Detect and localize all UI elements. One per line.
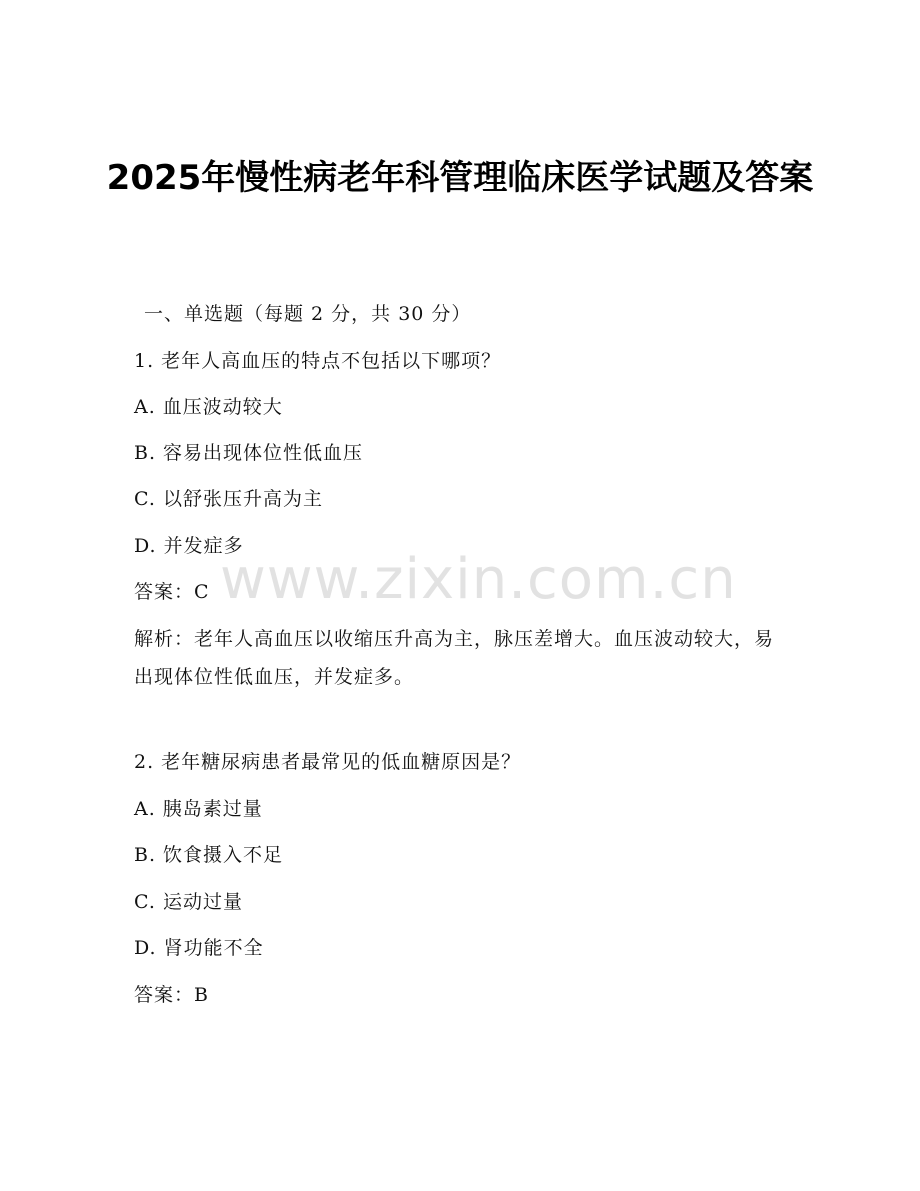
question-2-option-a: A. 胰岛素过量 [134, 798, 263, 820]
question-2-answer: 答案：B [134, 984, 209, 1006]
question-1-option-d: D. 并发症多 [134, 535, 244, 557]
question-2-option-c: C. 运动过量 [134, 891, 243, 913]
watermark: www.zixin.com.cn [220, 547, 737, 612]
question-1-option-a: A. 血压波动较大 [134, 396, 283, 418]
question-2-option-d: D. 肾功能不全 [134, 937, 264, 959]
question-1-option-c: C. 以舒张压升高为主 [134, 488, 323, 510]
document-title: 2025年慢性病老年科管理临床医学试题及答案 [106, 158, 814, 198]
question-2-option-b: B. 饮食摄入不足 [134, 844, 284, 866]
question-1-explanation: 解析：老年人高血压以收缩压升高为主，脉压差增大。血压波动较大，易出现体位性低血压，并发症多。 [134, 628, 775, 688]
question-1-answer: 答案：C [134, 581, 210, 603]
question-2-stem: 2. 老年糖尿病患者最常见的低血糖原因是？ [134, 751, 522, 773]
question-1-stem: 1. 老年人高血压的特点不包括以下哪项？ [134, 350, 502, 372]
question-1-option-b: B. 容易出现体位性低血压 [134, 442, 364, 464]
section-header: 一、单选题（每题 2 分，共 30 分） [144, 303, 472, 325]
